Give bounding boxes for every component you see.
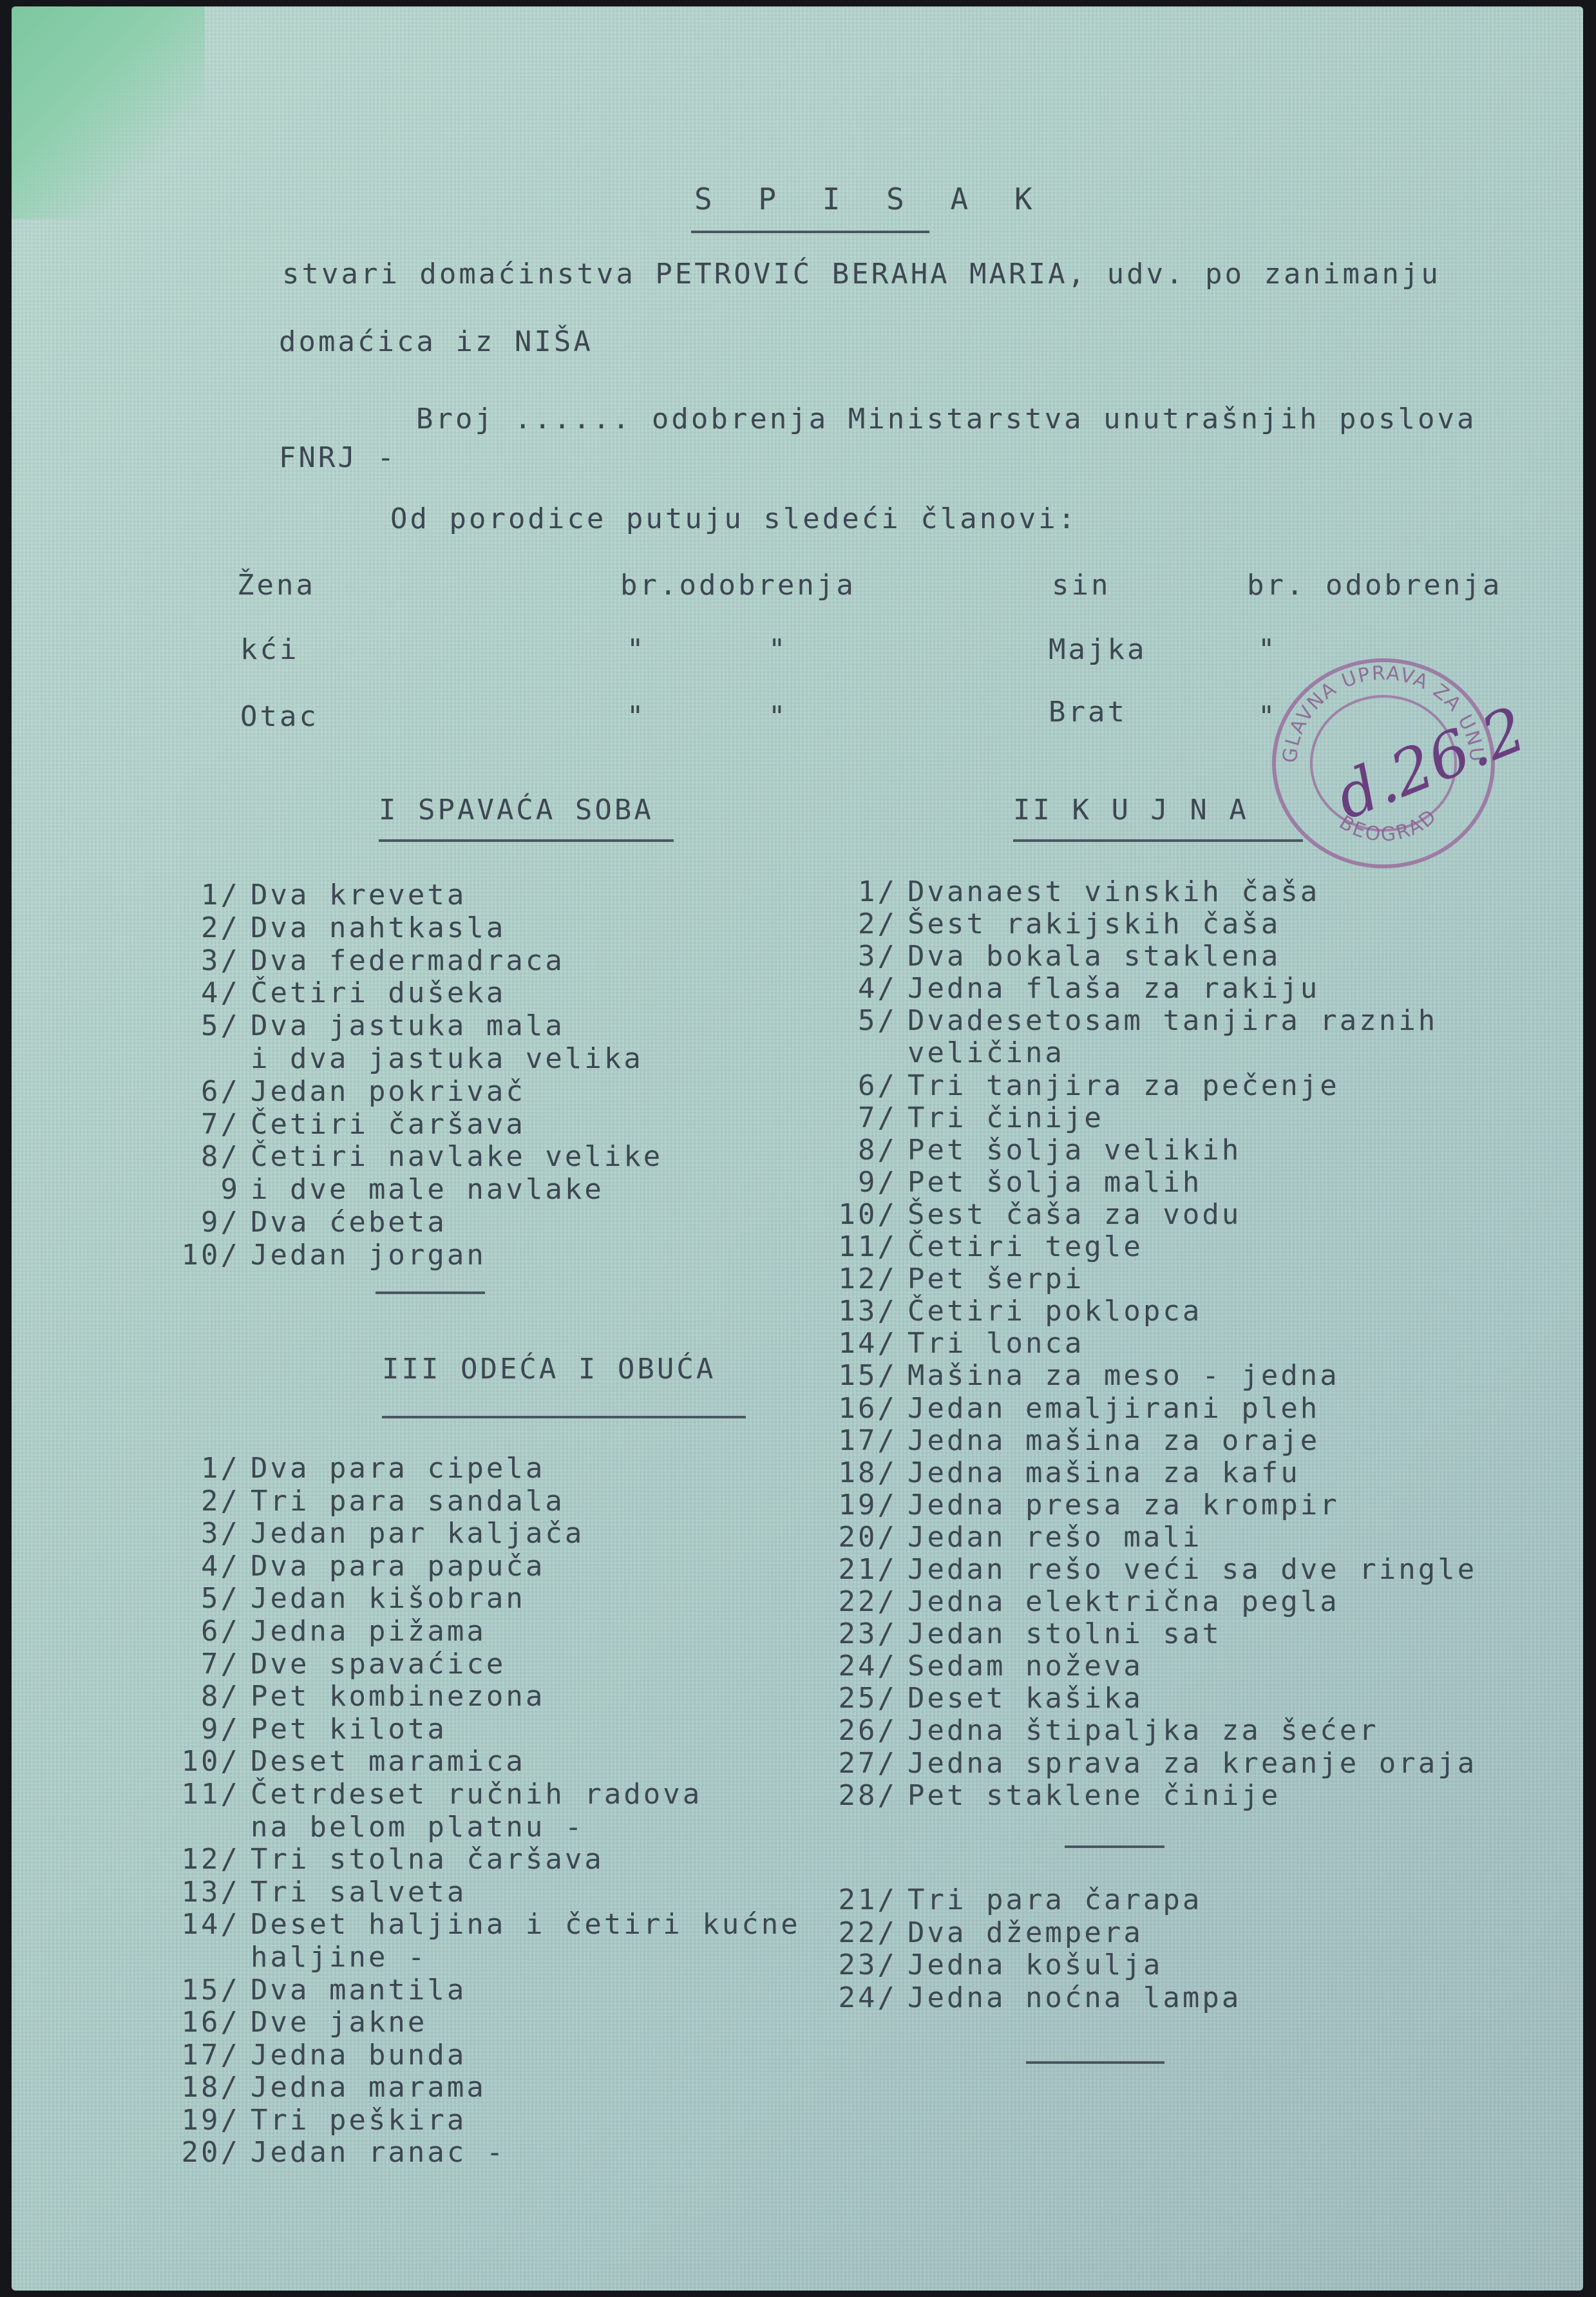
item-text: Jedna mašina za kafu	[907, 1456, 1300, 1489]
spavaca-item	[153, 1076, 663, 1109]
item-text: Jedan emaljirani pleh	[907, 1391, 1320, 1425]
odeca-continued-item	[810, 1982, 1241, 2015]
odeca-item	[153, 1876, 801, 1909]
item-number: 9/	[201, 1205, 240, 1239]
item-text: Pet šerpi	[907, 1263, 1085, 1296]
item-number: 13/	[181, 1875, 240, 1909]
odeca-item	[153, 1583, 801, 1616]
item-number: 14/	[838, 1327, 897, 1360]
member-brat: Brat	[1049, 696, 1127, 729]
item-text: Dva bokala staklena	[907, 940, 1281, 973]
odeca-item	[153, 1485, 801, 1518]
item-number: 10/	[181, 1745, 240, 1778]
item-text: Jedan rešo veći sa dve ringle	[907, 1552, 1477, 1586]
member-zena-approval: br.odobrenja	[620, 569, 856, 602]
kujna-item	[810, 1199, 1477, 1231]
item-number: 3/	[201, 944, 240, 977]
item-number: 17/	[838, 1424, 897, 1457]
item-text: Deset haljina i četiri kućne	[251, 1908, 801, 1941]
list-spavaca-soba	[153, 879, 663, 1272]
item-text: Jedna noćna lampa	[907, 1981, 1242, 2014]
item-text: Četiri čaršava	[251, 1107, 526, 1141]
item-number: 24/	[838, 1981, 897, 2014]
item-text: Dva kreveta	[251, 879, 467, 911]
section-divider	[1065, 1845, 1164, 1848]
item-text: Jedan jorgan	[251, 1238, 486, 1272]
item-number: 20/	[181, 2136, 240, 2169]
item-number: 23/	[838, 1617, 897, 1651]
heading-spavaca-soba: I SPAVAĆA SOBA	[379, 794, 654, 826]
item-number: 5/	[858, 1004, 897, 1038]
item-number: 1/	[201, 879, 240, 911]
item-number: 26/	[838, 1714, 897, 1748]
item-number: 9/	[201, 1712, 240, 1746]
stamp-bottom-text: BEOGRAD	[1335, 804, 1442, 846]
odeca-item	[153, 1681, 801, 1713]
item-number: 8/	[858, 1133, 897, 1167]
item-text: Jedan kišobran	[251, 1582, 526, 1616]
item-number: 18/	[838, 1456, 897, 1489]
ditto-mark: "	[627, 700, 647, 733]
item-text: Jedna flaša za rakiju	[907, 972, 1320, 1006]
spavaca-item	[153, 1109, 663, 1141]
item-text: Jedna bunda	[251, 2038, 467, 2072]
spavaca-item	[153, 879, 663, 912]
item-number: 10/	[181, 1238, 240, 1272]
item-text: Deset kašika	[907, 1682, 1143, 1715]
spavaca-item	[153, 1174, 663, 1206]
item-text: Jedan ranac -	[251, 2136, 506, 2169]
odeca-item	[153, 1453, 801, 1485]
item-number: 5/	[201, 1009, 240, 1043]
section-divider	[1026, 2061, 1164, 2064]
item-text: haljine -	[251, 1940, 428, 1974]
item-number: 8/	[201, 1680, 240, 1713]
item-number: 2/	[858, 908, 897, 941]
item-text: Jedan pokrivač	[251, 1074, 526, 1108]
document-title: S P I S A K	[694, 182, 1047, 216]
item-number: 13/	[838, 1295, 897, 1328]
item-text: Dve jakne	[251, 2006, 428, 2039]
item-text: Jedna električna pegla	[907, 1585, 1340, 1619]
item-text: Dve spavaćice	[251, 1647, 506, 1681]
odeca-item	[153, 1648, 801, 1681]
member-zena: Žena	[237, 569, 316, 602]
spavaca-item	[153, 1206, 663, 1239]
item-text: Jedan par kaljača	[251, 1517, 585, 1550]
item-text: i dva jastuka velika	[251, 1042, 643, 1075]
item-text: Dvadesetosam tanjira raznih	[907, 1004, 1438, 1038]
item-text: Jedna mašina za oraje	[907, 1424, 1320, 1457]
item-number: 7/	[201, 1107, 240, 1141]
item-text: Dvanaest vinskih čaša	[907, 875, 1320, 908]
item-number: 12/	[838, 1263, 897, 1296]
kujna-item	[810, 1231, 1477, 1263]
spavaca-item	[153, 977, 663, 1010]
item-number: 27/	[838, 1746, 897, 1780]
odeca-item	[153, 2072, 801, 2104]
ditto-mark: "	[1258, 633, 1278, 666]
item-text: veličina	[907, 1036, 1065, 1070]
item-text: Četiri poklopca	[907, 1295, 1202, 1328]
item-number: 28/	[838, 1778, 897, 1812]
list-kujna	[810, 876, 1477, 1812]
item-text: Dva džempera	[907, 1916, 1143, 1949]
member-sin: sin	[1052, 569, 1111, 602]
item-number: 14/	[181, 1908, 240, 1941]
kujna-item	[810, 1070, 1477, 1102]
item-text: Dva nahtkasla	[251, 911, 506, 944]
header-line-5: Od porodice putuju sledeći članovi:	[390, 502, 1078, 535]
item-number: 16/	[181, 2006, 240, 2039]
item-number: 18/	[181, 2071, 240, 2104]
item-number: 7/	[858, 1101, 897, 1134]
ditto-mark: "	[768, 633, 788, 666]
stamp-handwritten-date: d.26.20	[1325, 678, 1522, 834]
item-text: Sedam noževa	[907, 1650, 1143, 1683]
item-text: Tri para čarapa	[907, 1883, 1202, 1916]
item-number: 4/	[858, 972, 897, 1006]
member-kci: kći	[240, 633, 299, 666]
kujna-item	[810, 1650, 1477, 1682]
item-text: Tri lonca	[907, 1327, 1085, 1360]
item-text: Jedna košulja	[907, 1949, 1163, 1981]
item-number: 10/	[838, 1197, 897, 1231]
odeca-item	[153, 1974, 801, 2007]
heading-kujna: II K U J N A	[1013, 794, 1249, 826]
spavaca-item	[153, 912, 663, 945]
item-number: 3/	[858, 940, 897, 973]
item-text: Dva para papuča	[251, 1549, 546, 1583]
item-number: 3/	[201, 1517, 240, 1550]
item-number: 5/	[201, 1582, 240, 1616]
kujna-item	[810, 1005, 1477, 1037]
item-text: Jedna štipaljka za šećer	[907, 1714, 1379, 1748]
item-number: 24/	[838, 1650, 897, 1683]
kujna-item	[810, 1134, 1477, 1167]
ditto-mark: "	[768, 700, 788, 733]
kujna-item	[810, 908, 1477, 940]
kujna-item	[810, 1328, 1477, 1360]
odeca-item	[153, 1941, 801, 1974]
member-otac: Otac	[240, 700, 319, 733]
kujna-item	[810, 1102, 1477, 1134]
item-text: Jedna presa za krompir	[907, 1488, 1340, 1521]
item-number: 11/	[181, 1777, 240, 1811]
item-number: 6/	[201, 1614, 240, 1648]
item-text: Četiri dušeka	[251, 977, 506, 1010]
item-text: Tri tanjira za pečenje	[907, 1069, 1340, 1102]
kujna-item	[810, 1037, 1477, 1069]
item-text: Dva federmadraca	[251, 944, 565, 977]
item-number: 21/	[838, 1552, 897, 1586]
odeca-item	[153, 1518, 801, 1550]
odeca-item	[153, 1844, 801, 1876]
item-text: Pet kombinezona	[251, 1680, 546, 1713]
item-text: Pet šolja malih	[907, 1165, 1202, 1199]
kujna-item	[810, 1489, 1477, 1521]
item-text: Dva jastuka mala	[251, 1009, 565, 1043]
item-text: Jedna sprava za kreanje oraja	[907, 1746, 1477, 1780]
odeca-item	[153, 2039, 801, 2072]
item-number: 20/	[838, 1520, 897, 1554]
spavaca-item	[153, 1239, 663, 1272]
odeca-item	[153, 2104, 801, 2137]
item-number: 15/	[181, 1973, 240, 2006]
heading-underline	[379, 839, 674, 842]
odeca-continued-item	[810, 1884, 1241, 1917]
member-sin-approval: br. odobrenja	[1247, 569, 1503, 602]
item-number: 2/	[201, 911, 240, 944]
item-number: 9	[220, 1173, 240, 1206]
ditto-mark: "	[627, 633, 647, 666]
kujna-item	[810, 1425, 1477, 1457]
kujna-item	[810, 1554, 1477, 1586]
item-text: Jedan stolni sat	[907, 1617, 1222, 1651]
kujna-item	[810, 1618, 1477, 1650]
item-text: Dva para cipela	[251, 1452, 546, 1485]
odeca-item	[153, 1550, 801, 1583]
stamp-graphic	[1245, 641, 1522, 886]
kujna-item	[810, 1715, 1477, 1747]
kujna-item	[810, 1682, 1477, 1715]
item-text: Dva ćebeta	[251, 1205, 447, 1239]
kujna-item	[810, 1263, 1477, 1295]
odeca-continued-item	[810, 1949, 1241, 1982]
odeca-item	[153, 1811, 801, 1844]
item-number: 6/	[201, 1074, 240, 1108]
item-text: Četrdeset ručnih radova	[251, 1777, 703, 1811]
odeca-continued-item	[810, 1917, 1241, 1950]
kujna-item	[810, 1360, 1477, 1392]
item-number: 25/	[838, 1682, 897, 1715]
item-text: Mašina za meso - jedna	[907, 1359, 1340, 1393]
item-number: 6/	[858, 1069, 897, 1102]
item-number: 19/	[838, 1488, 897, 1521]
heading-underline	[382, 1416, 746, 1418]
paper-stain	[12, 6, 205, 219]
item-number: 19/	[181, 2103, 240, 2137]
item-text: Tri salveta	[251, 1875, 467, 1909]
list-odeca-continued	[810, 1884, 1241, 2014]
item-text: Dva mantila	[251, 1973, 467, 2006]
kujna-item	[810, 1393, 1477, 1425]
title-underline	[691, 231, 929, 233]
item-number: 12/	[181, 1843, 240, 1876]
item-text: Jedna marama	[251, 2071, 486, 2104]
odeca-item	[153, 1616, 801, 1648]
kujna-item	[810, 1780, 1477, 1812]
official-stamp	[1245, 641, 1522, 886]
kujna-item	[810, 1457, 1477, 1489]
item-number: 21/	[838, 1883, 897, 1916]
item-text: Tri stolna čaršava	[251, 1843, 604, 1876]
item-text: Pet šolja velikih	[907, 1133, 1242, 1167]
kujna-item	[810, 1167, 1477, 1199]
item-text: Tri činije	[907, 1101, 1104, 1134]
item-number: 23/	[838, 1949, 897, 1981]
header-line-4: FNRJ -	[279, 441, 397, 474]
item-number: 16/	[838, 1391, 897, 1425]
spavaca-item	[153, 1141, 663, 1174]
item-text: Pet kilota	[251, 1712, 447, 1746]
header-line-2: domaćica iz NIŠA	[279, 325, 593, 358]
item-number: 4/	[201, 1549, 240, 1583]
item-number: 9/	[858, 1165, 897, 1199]
odeca-item	[153, 1746, 801, 1778]
item-number: 22/	[838, 1916, 897, 1949]
item-number: 1/	[858, 875, 897, 908]
item-text: Šest rakijskih čaša	[907, 908, 1281, 941]
header-line-3: Broj ...... odobrenja Ministarstva unutrašnjih poslova	[416, 403, 1477, 435]
odeca-item	[153, 2137, 801, 2169]
item-number: 7/	[201, 1647, 240, 1681]
item-number: 2/	[201, 1484, 240, 1518]
item-number: 8/	[201, 1140, 240, 1174]
odeca-item	[153, 1909, 801, 1941]
item-text: Četiri navlake velike	[251, 1140, 663, 1174]
item-text: Tri peškira	[251, 2103, 467, 2137]
odeca-item	[153, 1778, 801, 1811]
spavaca-item	[153, 1010, 663, 1043]
item-number: 1/	[201, 1452, 240, 1485]
item-number: 4/	[201, 977, 240, 1010]
heading-odeca-obuca: III ODEĆA I OBUĆA	[382, 1353, 716, 1386]
section-divider	[375, 1291, 485, 1294]
member-majka: Majka	[1049, 633, 1147, 666]
item-number: 15/	[838, 1359, 897, 1393]
item-number: 17/	[181, 2038, 240, 2072]
kujna-item	[810, 1521, 1477, 1554]
item-number: 22/	[838, 1585, 897, 1619]
spavaca-item	[153, 1043, 663, 1076]
kujna-item	[810, 1295, 1477, 1328]
kujna-item	[810, 1586, 1477, 1618]
stamp-ring-text: GLAVNA UPRAVA ZA UNU	[1278, 662, 1488, 764]
document-page	[12, 6, 1583, 2291]
item-text: Šest čaša za vodu	[907, 1197, 1242, 1231]
item-text: Četiri tegle	[907, 1230, 1143, 1264]
odeca-item	[153, 2006, 801, 2039]
item-text: Jedna pižama	[251, 1614, 486, 1648]
item-text: Pet staklene činije	[907, 1778, 1281, 1812]
item-text: Jedan rešo mali	[907, 1520, 1202, 1554]
kujna-item	[810, 973, 1477, 1005]
item-text: na belom platnu -	[251, 1810, 585, 1844]
kujna-item	[810, 1748, 1477, 1780]
item-text: i dve male navlake	[251, 1173, 604, 1206]
item-number: 11/	[838, 1230, 897, 1264]
ditto-mark: "	[1258, 700, 1278, 733]
item-text: Deset maramica	[251, 1745, 526, 1778]
item-text: Tri para sandala	[251, 1484, 565, 1518]
header-line-1: stvari domaćinstva PETROVIĆ BERAHA MARIA, udv. po zanimanju	[282, 258, 1441, 291]
odeca-item	[153, 1713, 801, 1746]
spavaca-item	[153, 945, 663, 978]
list-odeca-obuca	[153, 1453, 801, 2169]
kujna-item	[810, 940, 1477, 973]
